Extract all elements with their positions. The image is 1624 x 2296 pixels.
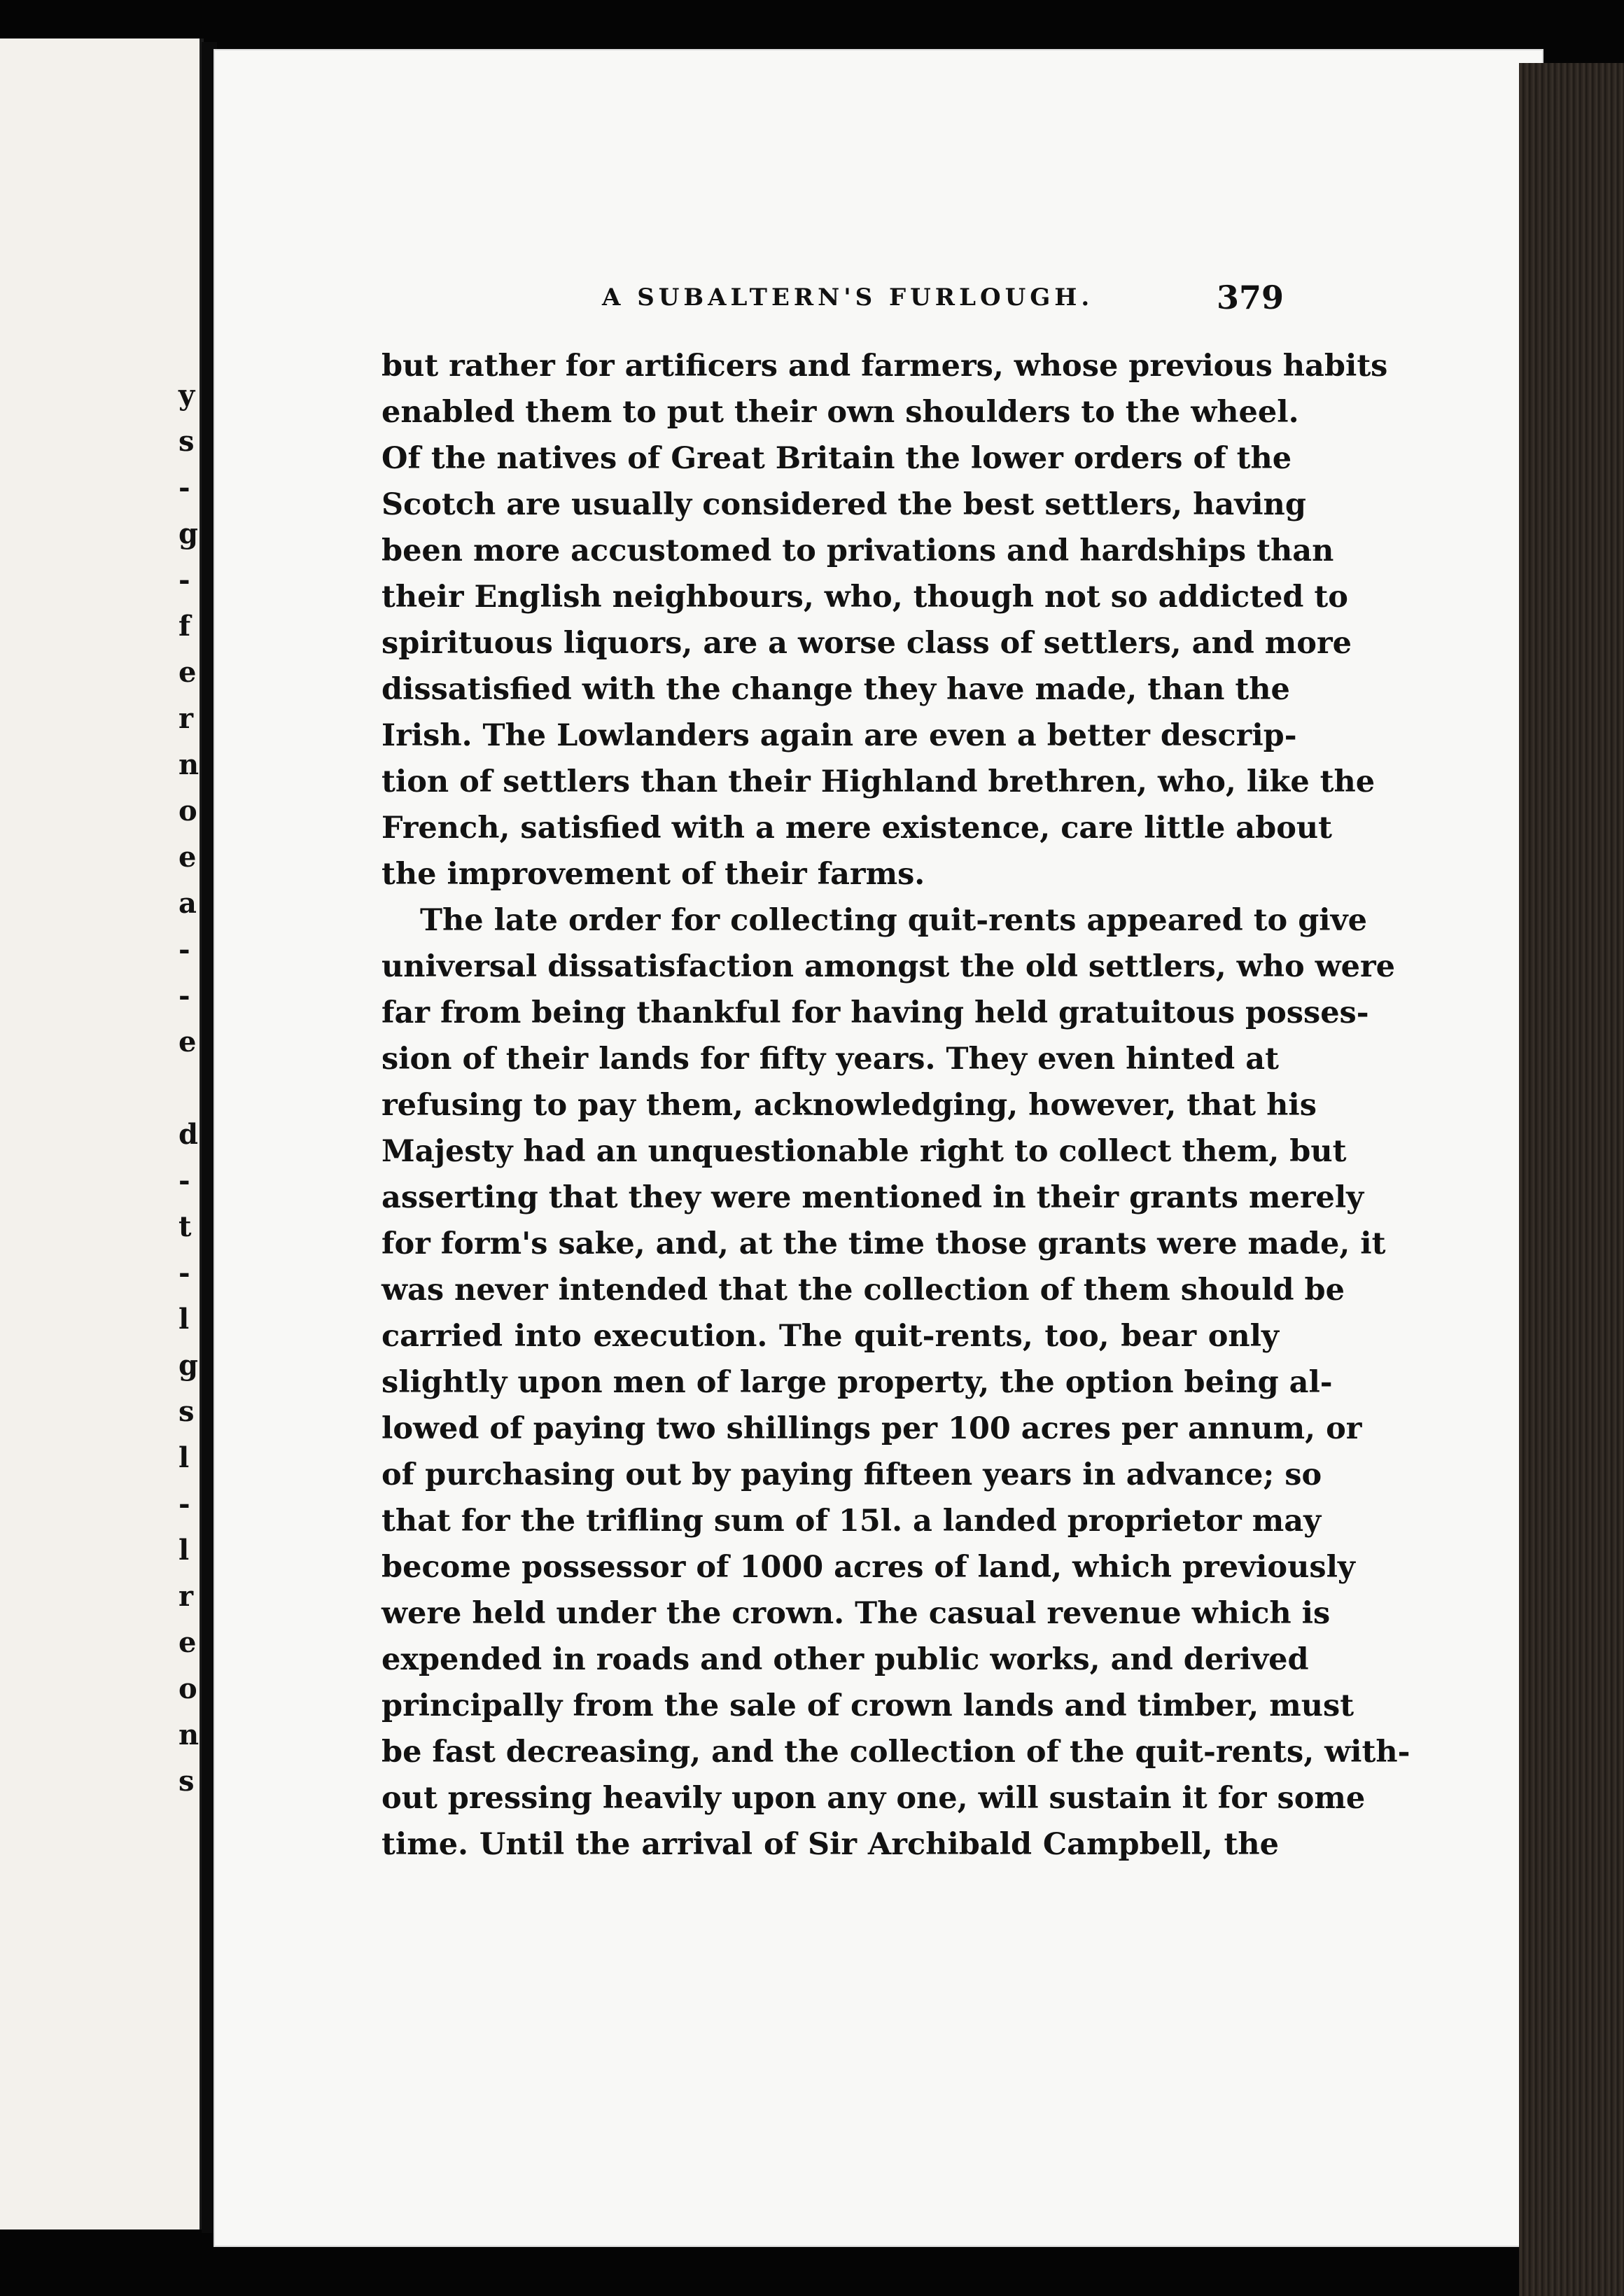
text-line: carried into execution. The quit-rents, too, bear only <box>382 1319 1279 1354</box>
facing-page-fragment: e <box>178 1026 197 1058</box>
facing-page-fragment: l <box>178 1534 190 1567</box>
facing-page-fragment: - <box>178 933 190 966</box>
text-line: expended in roads and other public works, and derived <box>382 1642 1309 1677</box>
text-line: spirituous liquors, are a worse class of settlers, and more <box>382 626 1352 661</box>
text-line: that for the trifling sum of 15l. a landed proprietor may <box>382 1504 1322 1539</box>
text-line: lowed of paying two shillings per 100 acres per annum, or <box>382 1411 1362 1446</box>
text-line: for form's sake, and, at the time those grants were made, it <box>382 1226 1386 1261</box>
facing-page-fragment: e <box>178 1626 197 1659</box>
text-line: slightly upon men of large property, the option being al- <box>382 1365 1333 1400</box>
facing-page-fragment: n <box>178 1718 200 1751</box>
facing-page-fragment: a <box>178 887 197 920</box>
facing-page-fragment: l <box>178 1303 190 1336</box>
facing-page-fragment: s <box>178 1765 195 1798</box>
text-line: of purchasing out by paying fifteen years in advance; so <box>382 1457 1322 1492</box>
text-line: French, satisfied with a mere existence, care little about <box>382 811 1333 846</box>
text-line: principally from the sale of crown lands and timber, must <box>382 1688 1354 1723</box>
facing-page-fragment: t <box>178 1210 192 1243</box>
facing-page-fragment: - <box>178 564 190 596</box>
facing-page-fragment: e <box>178 841 197 874</box>
text-line: far from being thankful for having held gratuitous posses- <box>382 995 1369 1030</box>
text-line: been more accustomed to privations and hardships than <box>382 533 1334 568</box>
facing-page-fragment: r <box>178 1580 194 1613</box>
text-line: time. Until the arrival of Sir Archibald Campbell, the <box>382 1827 1279 1862</box>
facing-page-fragment: s <box>178 1395 195 1428</box>
text-line: but rather for artificers and farmers, whose previous habits <box>382 349 1388 384</box>
text-line: universal dissatisfaction amongst the old settlers, who were <box>382 949 1395 984</box>
text-line: out pressing heavily upon any one, will sustain it for some <box>382 1781 1366 1816</box>
facing-page-fragment: s <box>178 425 195 458</box>
facing-page-fragment: y <box>178 379 195 412</box>
text-line: Majesty had an unquestionable right to collect them, but <box>382 1134 1347 1169</box>
text-line: Of the natives of Great Britain the lower orders of the <box>382 441 1292 476</box>
facing-page-fragment: e <box>178 656 197 689</box>
facing-page-fragment: o <box>178 794 197 827</box>
text-line: asserting that they were mentioned in their grants merely <box>382 1180 1364 1215</box>
facing-page-fragment: o <box>178 1672 197 1705</box>
text-line: Irish. The Lowlanders again are even a better descrip- <box>382 718 1297 753</box>
facing-page-sliver <box>0 38 204 2230</box>
facing-page-fragment: - <box>178 1164 190 1197</box>
facing-page-fragment: g <box>178 517 198 550</box>
book-edge <box>1519 63 1624 2296</box>
text-line: their English neighbours, who, though not so addicted to <box>382 580 1348 615</box>
text-line: refusing to pay them, acknowledging, however, that his <box>382 1088 1317 1123</box>
facing-page-fragment: - <box>178 471 190 504</box>
facing-page-fragment: - <box>178 1488 190 1520</box>
text-line: sion of their lands for fifty years. They even hinted at <box>382 1042 1279 1077</box>
text-line: tion of settlers than their Highland brethren, who, like the <box>382 764 1376 799</box>
facing-page-fragment: n <box>178 748 200 781</box>
facing-page-fragment: g <box>178 1349 198 1382</box>
facing-page-fragment: r <box>178 702 194 735</box>
text-line: become possessor of 1000 acres of land, which previously <box>382 1550 1355 1585</box>
body-text <box>382 343 1410 1868</box>
facing-page-fragment: d <box>178 1118 198 1151</box>
facing-page-fragment: f <box>178 610 191 643</box>
running-head: A SUBALTERN'S FURLOUGH. <box>602 284 1094 312</box>
text-line: be fast decreasing, and the collection of the quit-rents, with- <box>382 1735 1410 1770</box>
text-line: was never intended that the collection of them should be <box>382 1273 1345 1308</box>
text-line: dissatisfied with the change they have made, than the <box>382 672 1290 707</box>
page-number: 379 <box>1217 279 1284 316</box>
text-line: were held under the crown. The casual revenue which is <box>382 1596 1331 1631</box>
text-line: Scotch are usually considered the best settlers, having <box>382 487 1306 522</box>
paragraph-start-line: The late order for collecting quit-rents appeared to give <box>420 903 1367 938</box>
text-line: enabled them to put their own shoulders to the wheel. <box>382 395 1299 430</box>
facing-page-fragment: l <box>178 1441 190 1474</box>
facing-page-fragment: - <box>178 979 190 1012</box>
paragraph-end-line: the improvement of their farms. <box>382 857 925 892</box>
facing-page-fragment: - <box>178 1256 190 1289</box>
